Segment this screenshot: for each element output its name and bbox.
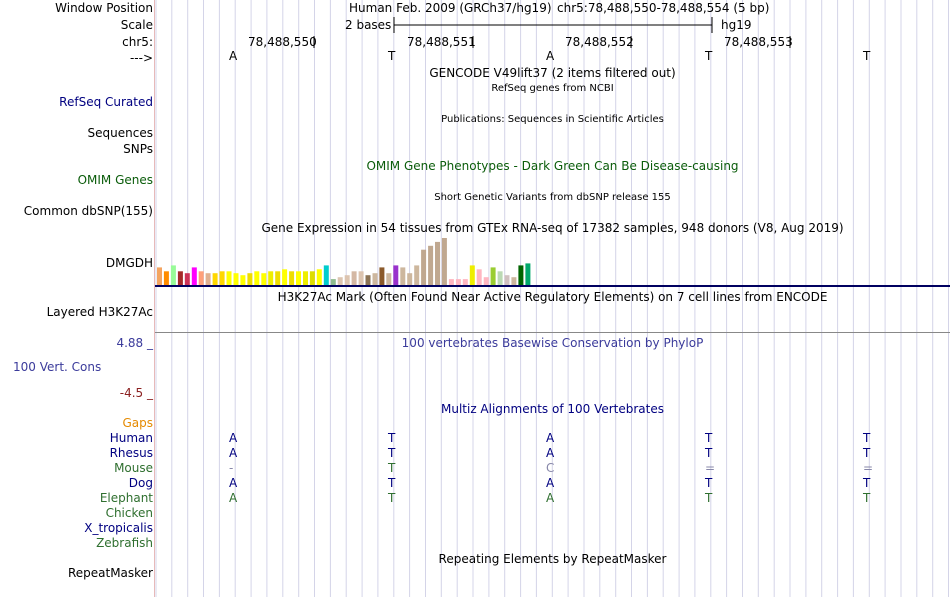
refseq-label[interactable]: RefSeq Curated [59, 95, 153, 109]
gtex-tissue-bar [498, 271, 503, 285]
cons-title[interactable]: 100 vertebrates Basewise Conservation by PhyloP [401, 336, 704, 350]
species-label[interactable]: Human [109, 431, 153, 445]
repeatmasker-label[interactable]: RepeatMasker [67, 566, 153, 580]
gtex-tissue-bar [491, 267, 496, 285]
gtex-tissue-bar [199, 271, 204, 285]
chrom-label: chr5: [122, 35, 153, 49]
alignment-base: T [705, 491, 713, 505]
coord-ticks [300, 33, 800, 49]
dbsnp-label[interactable]: Common dbSNP(155) [23, 204, 153, 218]
cons-min-label: -4.5 _ [119, 386, 153, 400]
gtex-tissue-bar [310, 271, 315, 285]
snps-label[interactable]: SNPs [123, 142, 153, 156]
refseq-title[interactable]: RefSeq genes from NCBI [491, 83, 614, 94]
alignment-base: = [863, 461, 874, 475]
base-letter: A [546, 49, 555, 63]
alignment-base: A [546, 476, 555, 490]
window-position-label: Window Position [55, 1, 153, 15]
gtex-tissue-bar [345, 275, 350, 285]
assembly-text: Human Feb. 2009 (GRCh37/hg19) [349, 1, 552, 15]
gtex-tissue-bar [164, 271, 169, 285]
gtex-tissue-bar [157, 267, 162, 285]
cons-max-label: 4.88 _ [116, 336, 153, 350]
alignment-base: T [705, 476, 713, 490]
db-text: hg19 [721, 18, 752, 32]
gtex-tissue-bar [463, 279, 468, 285]
gtex-tissue-bar [324, 265, 329, 285]
alignment-base: T [863, 431, 871, 445]
alignment-base: A [546, 491, 555, 505]
publications-title[interactable]: Publications: Sequences in Scientific Articles [441, 114, 664, 125]
scale-text: 2 bases [345, 18, 392, 32]
gtex-baseline [155, 285, 950, 287]
alignment-base: A [546, 431, 555, 445]
gtex-tissue-bar [206, 273, 211, 285]
strand-label: ---> [129, 51, 153, 65]
gtex-tissue-bar [414, 265, 419, 285]
gtex-tissue-bar [518, 265, 523, 285]
base-letter: T [388, 49, 396, 63]
coord-4: 78,488,553 [724, 35, 793, 49]
coord-1: 78,488,550 [248, 35, 317, 49]
alignment-base: A [229, 476, 238, 490]
gtex-tissue-bar [386, 273, 391, 285]
gtex-tissue-bar [247, 273, 252, 285]
gtex-tissue-bar [303, 271, 308, 285]
gtex-tissue-bar [456, 279, 461, 285]
alignment-base: T [388, 476, 396, 490]
gtex-tissue-bar [400, 267, 405, 285]
alignment-base: A [229, 431, 238, 445]
gtex-tissue-bar [338, 277, 343, 285]
gtex-tissue-bar [477, 269, 482, 285]
sequences-label[interactable]: Sequences [87, 126, 153, 140]
multiz-title[interactable]: Multiz Alignments of 100 Vertebrates [440, 402, 665, 416]
gtex-title[interactable]: Gene Expression in 54 tissues from GTEx RNA-seq of 17382 samples, 948 donors (V8, Aug 2019) [261, 221, 844, 235]
omim-label[interactable]: OMIM Genes [77, 173, 153, 187]
species-label[interactable]: Chicken [105, 506, 153, 520]
base-letter: A [229, 49, 238, 63]
gtex-tissue-bar [435, 242, 440, 285]
gtex-tissue-bar [317, 269, 322, 285]
gtex-tissue-bar [449, 279, 454, 285]
base-letter: T [863, 49, 871, 63]
gencode-title[interactable]: GENCODE V49lift37 (2 items filtered out) [429, 66, 676, 80]
gtex-tissue-bar [359, 271, 364, 285]
gtex-tissue-bar [511, 277, 516, 285]
species-label[interactable]: Mouse [114, 461, 153, 475]
species-label[interactable]: Dog [128, 476, 153, 490]
alignment-base: A [229, 491, 238, 505]
gtex-tissue-bar [213, 273, 218, 285]
gtex-tissue-bar [421, 250, 426, 285]
gtex-tissue-bar [275, 271, 280, 285]
gtex-tissue-bar [261, 273, 266, 285]
alignment-base: A [546, 446, 555, 460]
repeatmasker-title[interactable]: Repeating Elements by RepeatMasker [438, 552, 667, 566]
cons-label[interactable]: 100 Vert. Cons [13, 360, 102, 374]
gtex-tissue-bar [227, 271, 232, 285]
gtex-tissue-bar [525, 263, 530, 285]
alignment-base: T [863, 476, 871, 490]
gtex-tissue-bar [407, 273, 412, 285]
alignment-base: T [863, 446, 871, 460]
gtex-tissue-bar [352, 271, 357, 285]
gtex-bar-chart[interactable] [155, 236, 950, 288]
alignment-base: T [705, 446, 713, 460]
gtex-tissue-bar [178, 271, 183, 285]
position-text: chr5:78,488,550-78,488,554 (5 bp) [557, 1, 770, 15]
gtex-tissue-bar [442, 238, 447, 285]
dbsnp-title[interactable]: Short Genetic Variants from dbSNP release 155 [434, 192, 671, 203]
alignment-base: C [546, 461, 555, 475]
species-label[interactable]: X_tropicalis [84, 521, 153, 535]
gtex-tissue-bar [254, 271, 259, 285]
alignment-base: T [388, 491, 396, 505]
scale-bar [393, 17, 715, 33]
alignment-base: T [388, 446, 396, 460]
scale-label: Scale [120, 18, 153, 32]
alignment-base: - [229, 461, 234, 475]
alignment-base: = [705, 461, 716, 475]
gtex-tissue-bar [289, 271, 294, 285]
coord-2: 78,488,551 [407, 35, 476, 49]
gtex-tissue-bar [393, 265, 398, 285]
species-label[interactable]: Rhesus [109, 446, 153, 460]
alignment-base: T [863, 491, 871, 505]
alignment-base: T [388, 431, 396, 445]
coord-3: 78,488,552 [565, 35, 634, 49]
gtex-tissue-bar [379, 267, 384, 285]
gtex-tissue-bar [171, 265, 176, 285]
gtex-tissue-bar [331, 279, 336, 285]
gtex-tissue-bar [296, 271, 301, 285]
gaps-label[interactable]: Gaps [122, 416, 153, 430]
species-label[interactable]: Zebrafish [96, 536, 153, 550]
alignment-base: T [388, 461, 396, 475]
h3k27ac-baseline [155, 332, 950, 333]
gtex-tissue-bar [185, 273, 190, 285]
base-letter: T [705, 49, 713, 63]
gtex-tissue-bar [484, 277, 489, 285]
h3k27ac-label[interactable]: Layered H3K27Ac [46, 305, 153, 319]
alignment-base: A [229, 446, 238, 460]
gtex-tissue-bar [470, 265, 475, 285]
gtex-tissue-bar [373, 273, 378, 285]
gtex-gene-label[interactable]: DMGDH [105, 256, 153, 270]
gtex-tissue-bar [282, 269, 287, 285]
gtex-tissue-bar [234, 273, 239, 285]
gtex-tissue-bar [192, 267, 197, 285]
gtex-tissue-bar [220, 271, 225, 285]
gtex-tissue-bar [268, 271, 273, 285]
alignment-base: T [705, 431, 713, 445]
species-label[interactable]: Elephant [99, 491, 153, 505]
omim-title[interactable]: OMIM Gene Phenotypes - Dark Green Can Be Disease-causing [366, 159, 739, 173]
gtex-tissue-bar [366, 275, 371, 285]
h3k27ac-title[interactable]: H3K27Ac Mark (Often Found Near Active Regulatory Elements) on 7 cell lines from ENCODE [277, 290, 828, 304]
gtex-tissue-bar [428, 246, 433, 285]
gtex-tissue-bar [240, 275, 245, 285]
gtex-tissue-bar [505, 275, 510, 285]
